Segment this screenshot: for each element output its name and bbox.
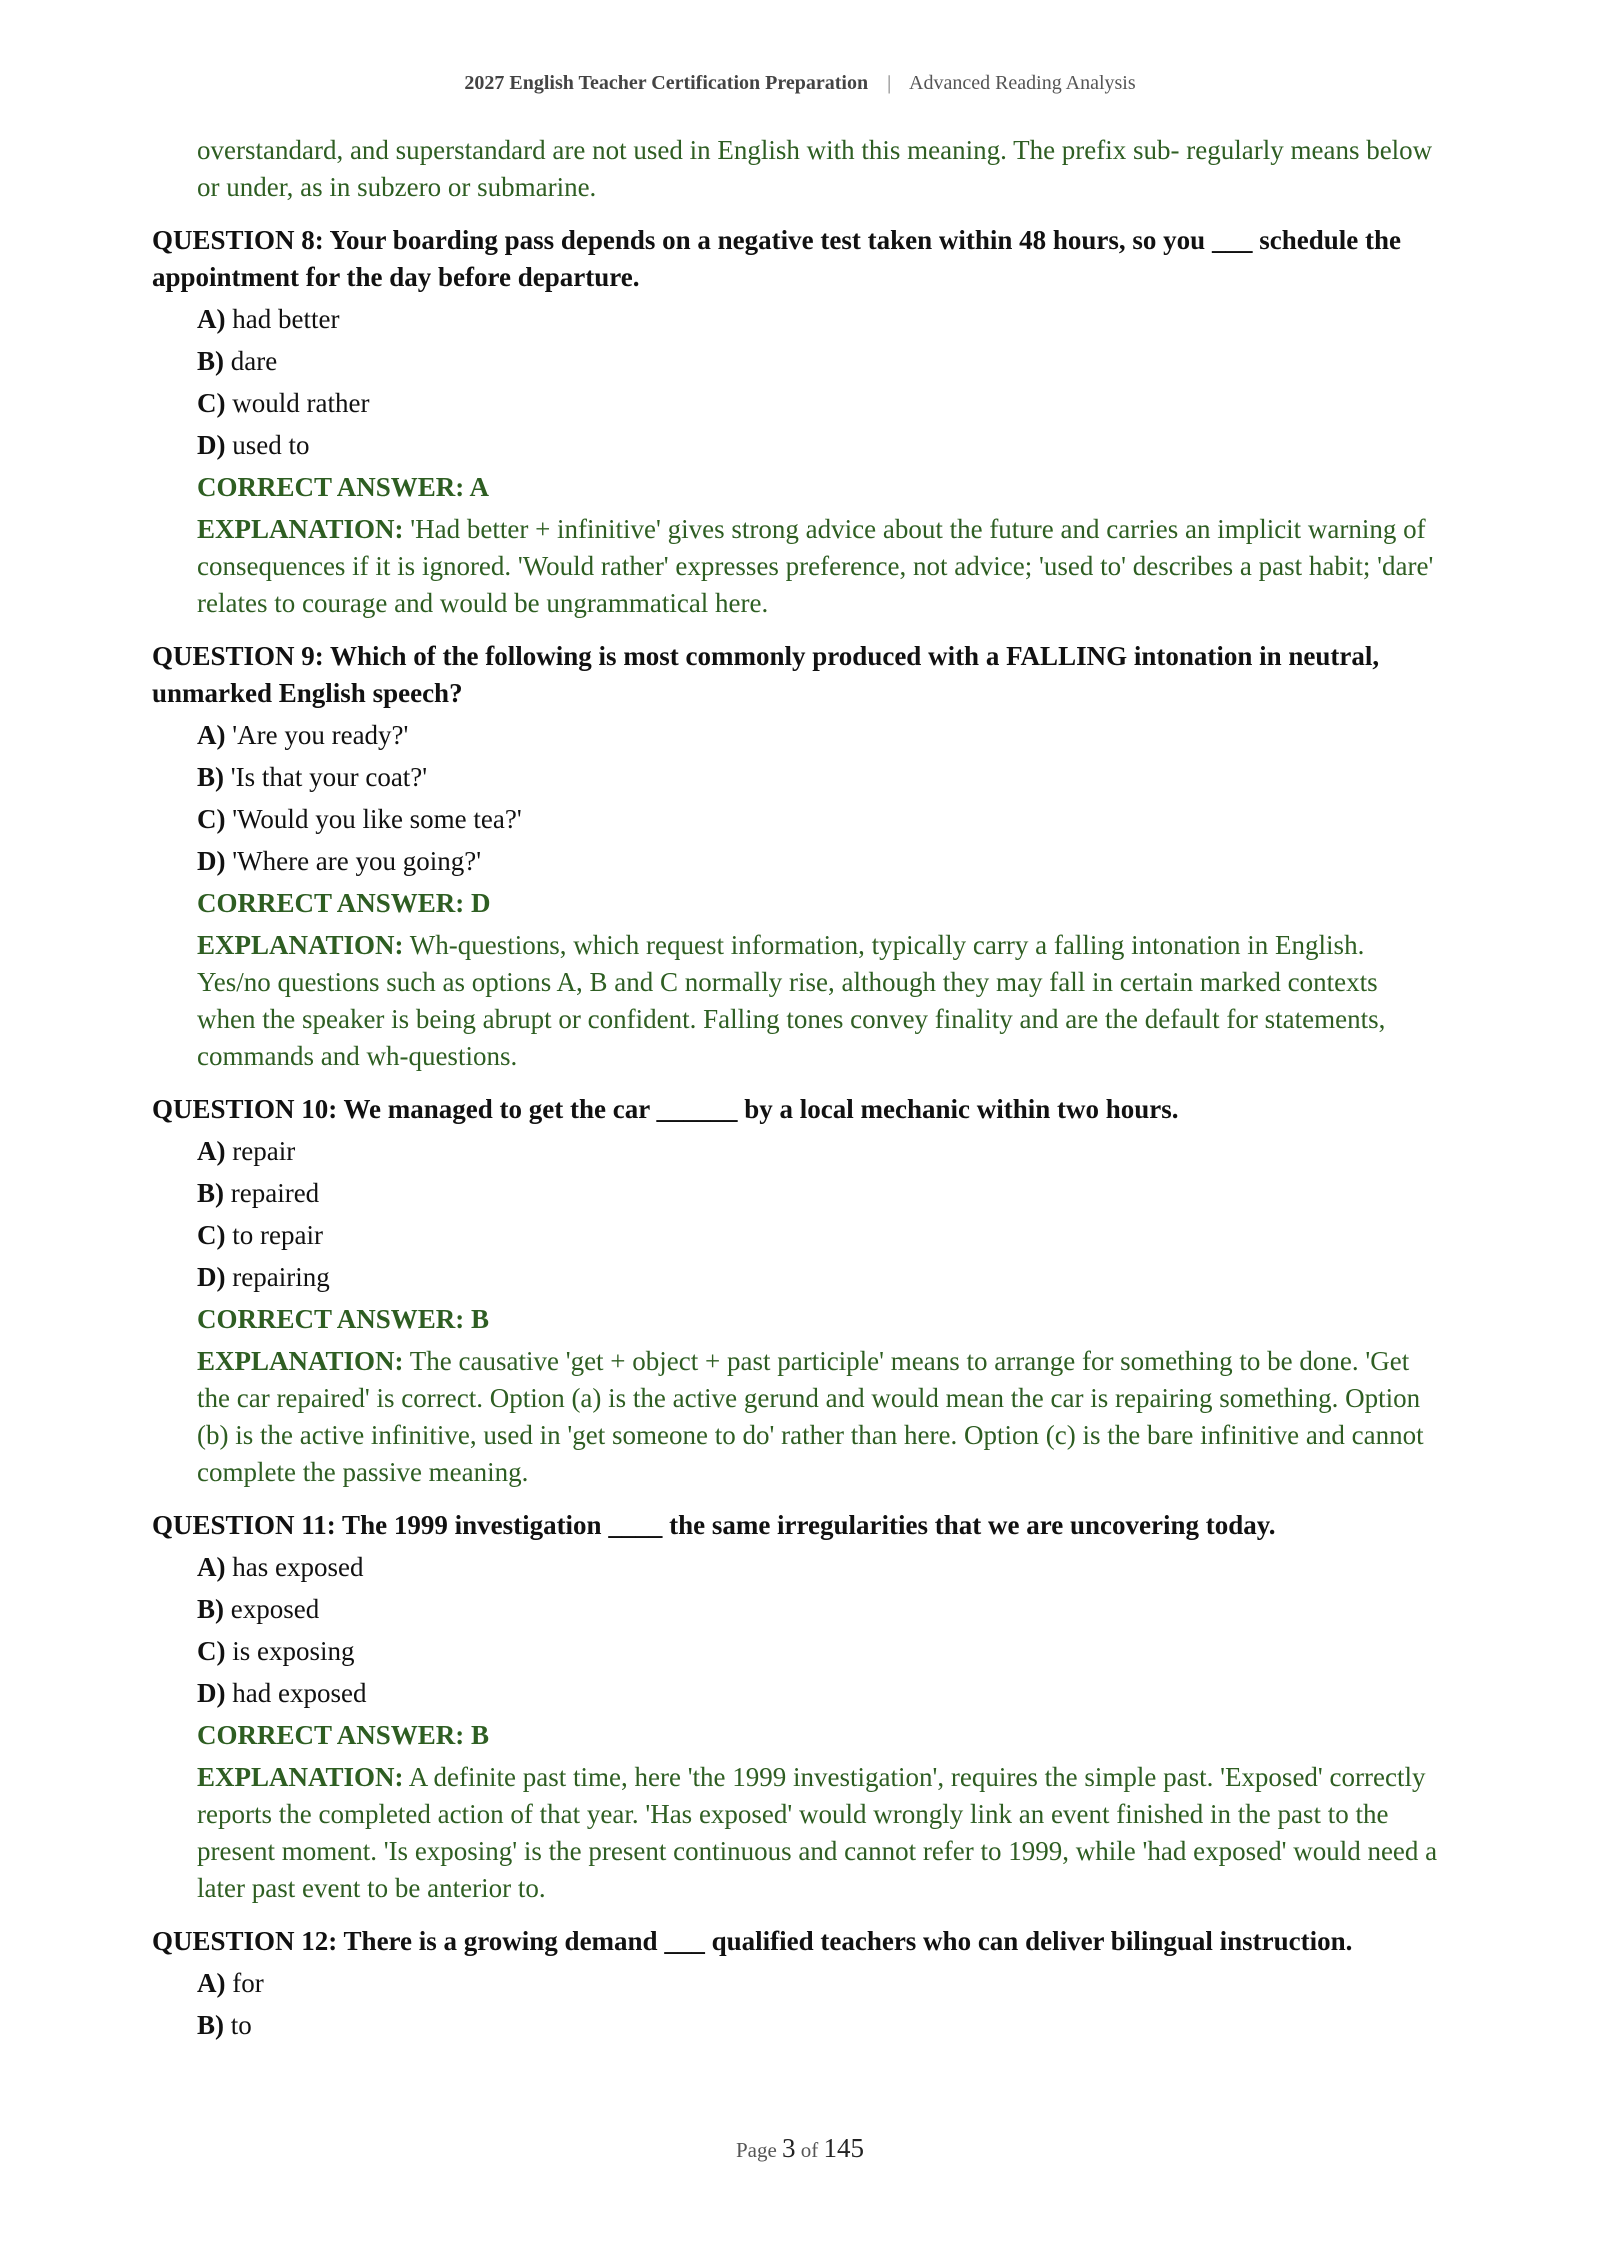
option-text: 'Are you ready?' (232, 720, 409, 750)
answer-option (197, 1965, 1442, 2002)
option-text: dare (230, 346, 278, 376)
correct-answer: CORRECT ANSWER: A (197, 472, 490, 502)
question-block (152, 222, 1442, 622)
option-text: had better (232, 304, 340, 334)
option-text: 'Is that your coat?' (230, 762, 428, 792)
answer-option (197, 385, 1442, 422)
explanation-text: The causative 'get + object + past participle' means to arrange for something to be done. 'Get the car repaired' is correct. Option (a) is the active gerund and would mean the car is repairing something. Option (b) is the active infinitive, used in 'get someone to do' rather than here. Option (c) is the bare infinitive and cannot complete the passive meaning. (197, 1346, 1424, 1487)
explanation (197, 1759, 1442, 1907)
question-block (152, 1507, 1442, 1907)
question-stem: QUESTION 10: We managed to get the car ______ by a local mechanic within two hours. (152, 1094, 1179, 1124)
correct-answer: CORRECT ANSWER: B (197, 1720, 490, 1750)
option-letter: A) (197, 1136, 226, 1166)
continued-explanation: overstandard, and superstandard are not used in English with this meaning. The prefix sub- regularly means below or under, as in subzero or submarine. (197, 135, 1433, 202)
running-header (0, 72, 1600, 95)
option-text: to repair (232, 1220, 323, 1250)
option-text: would rather (232, 388, 370, 418)
answer-option (197, 301, 1442, 338)
option-letter: D) (197, 846, 226, 876)
explanation-label: EXPLANATION: (197, 1346, 404, 1376)
option-letter: D) (197, 430, 226, 460)
answer-option (197, 1591, 1442, 1628)
header-subtitle: Advanced Reading Analysis (909, 72, 1136, 94)
correct-answer: CORRECT ANSWER: B (197, 1304, 490, 1334)
option-text: has exposed (232, 1552, 364, 1582)
option-letter: B) (197, 346, 224, 376)
option-text: 'Would you like some tea?' (232, 804, 522, 834)
explanation-text: A definite past time, here 'the 1999 investigation', requires the simple past. 'Exposed' correctly reports the completed action of that year. 'Has exposed' would wrongly link an event finished in the past to the present moment. 'Is exposing' is the present continuous and cannot refer to 1999, while 'had exposed' would need a later past event to be anterior to. (197, 1762, 1438, 1903)
page-footer (0, 2133, 1600, 2164)
option-letter: B) (197, 2010, 224, 2040)
option-letter: C) (197, 804, 226, 834)
option-letter: C) (197, 1220, 226, 1250)
option-letter: A) (197, 304, 226, 334)
question-block (152, 1091, 1442, 1491)
current-page-number: 3 (782, 2133, 796, 2163)
question-stem: QUESTION 11: The 1999 investigation ____ the same irregularities that we are uncovering today. (152, 1510, 1276, 1540)
option-text: to (230, 2010, 252, 2040)
page-content (152, 132, 1442, 2044)
explanation (197, 511, 1442, 622)
explanation-label: EXPLANATION: (197, 514, 404, 544)
explanation-text: Wh-questions, which request information, typically carry a falling intonation in English. Yes/no questions such as options A, B and C normally rise, although they may fall in certain marked contexts when the speaker is being abrupt or confident. Falling tones convey finality and are the default for statements, commands and wh-questions. (197, 930, 1386, 1071)
option-text: repaired (230, 1178, 320, 1208)
option-text: for (232, 1968, 264, 1998)
explanation-text: 'Had better + infinitive' gives strong advice about the future and carries an implicit warning of consequences if it is ignored. 'Would rather' expresses preference, not advice; 'used to' describes a past habit; 'dare' relates to courage and would be ungrammatical here. (197, 514, 1434, 618)
answer-option (197, 343, 1442, 380)
option-letter: A) (197, 1968, 226, 1998)
option-text: used to (232, 430, 310, 460)
question-block (152, 1923, 1442, 2044)
option-letter: B) (197, 1594, 224, 1624)
option-text: repair (232, 1136, 296, 1166)
header-title: 2027 English Teacher Certification Preparation (464, 72, 869, 94)
question-stem: QUESTION 9: Which of the following is most commonly produced with a FALLING intonation in neutral, unmarked English speech? (152, 641, 1380, 708)
explanation (197, 1343, 1442, 1491)
option-letter: C) (197, 1636, 226, 1666)
answer-option (197, 1175, 1442, 1212)
answer-option (197, 801, 1442, 838)
answer-option (197, 1633, 1442, 1670)
option-text: repairing (232, 1262, 330, 1292)
option-letter: A) (197, 1552, 226, 1582)
correct-answer: CORRECT ANSWER: D (197, 888, 491, 918)
question-stem: QUESTION 8: Your boarding pass depends on a negative test taken within 48 hours, so you ___ schedule the appointment for the day before departure. (152, 225, 1401, 292)
of-word: of (800, 2138, 819, 2162)
answer-option (197, 1259, 1442, 1296)
answer-option (197, 1133, 1442, 1170)
answer-option (197, 843, 1442, 880)
header-separator: | (887, 72, 892, 94)
option-text: is exposing (232, 1636, 355, 1666)
option-text: exposed (230, 1594, 320, 1624)
answer-option (197, 427, 1442, 464)
answer-option (197, 2007, 1442, 2044)
option-text: 'Where are you going?' (232, 846, 482, 876)
answer-option (197, 1675, 1442, 1712)
option-letter: B) (197, 762, 224, 792)
answer-option (197, 1549, 1442, 1586)
answer-option (197, 717, 1442, 754)
option-letter: D) (197, 1678, 226, 1708)
option-letter: C) (197, 388, 226, 418)
option-letter: B) (197, 1178, 224, 1208)
option-letter: D) (197, 1262, 226, 1292)
answer-option (197, 1217, 1442, 1254)
explanation (197, 927, 1442, 1075)
option-letter: A) (197, 720, 226, 750)
explanation-label: EXPLANATION: (197, 1762, 404, 1792)
question-block (152, 638, 1442, 1075)
page-word: Page (735, 2138, 777, 2162)
total-pages: 145 (823, 2133, 865, 2163)
explanation-label: EXPLANATION: (197, 930, 404, 960)
answer-option (197, 759, 1442, 796)
question-stem: QUESTION 12: There is a growing demand ___ qualified teachers who can deliver bilingual instruction. (152, 1926, 1353, 1956)
option-text: had exposed (232, 1678, 367, 1708)
